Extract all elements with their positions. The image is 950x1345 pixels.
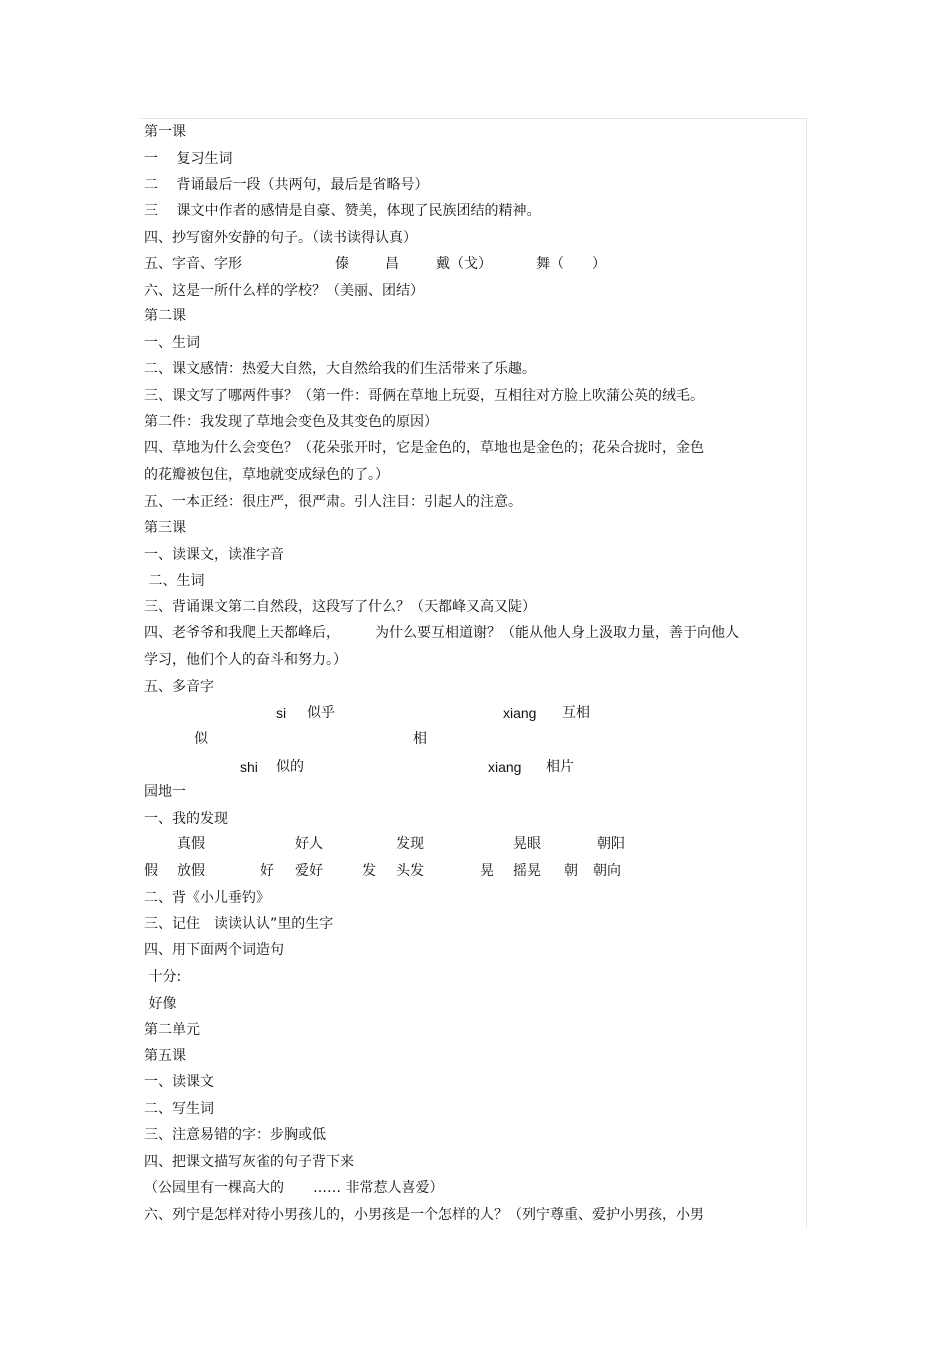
text-line: …… 非常惹人喜爱） [313, 1180, 444, 1196]
faxian-word: 晃眼 [513, 836, 541, 852]
text-line: 四、老爷爷和我爬上天都峰后， [144, 625, 340, 641]
text-line: （公园里有一棵高大的 [144, 1180, 284, 1196]
text-line: 三、注意易错的字：步胸或低 [144, 1127, 326, 1143]
faxian-word: 摇晃 [513, 863, 541, 879]
text-line: 五、一本正经：很庄严，很严肃。引人注目：引起人的注意。 [144, 494, 522, 510]
faxian-char: 朝 [564, 863, 578, 879]
faxian-word: 头发 [396, 863, 424, 879]
text-line: 二、背《小儿垂钓》 [144, 890, 270, 906]
char-xiang: 相 [413, 731, 427, 747]
faxian-word: 真假 [177, 836, 205, 852]
zixing-char: 戴（戈） [436, 256, 492, 272]
text-line: 六、列宁是怎样对待小男孩儿的，小男孩是一个怎样的人？（列宁尊重、爱护小男孩，小男 [144, 1207, 704, 1223]
pinyin-xiang: xiang [503, 705, 537, 721]
text-line: 三、记住 读读认认”里的生字 [144, 916, 334, 932]
lesson-1-heading: 第一课 [144, 124, 186, 140]
faxian-char: 发 [362, 863, 376, 879]
faxian-word: 发现 [396, 836, 424, 852]
pinyin-shi: shi [240, 759, 258, 775]
text-line: 的花瓣被包住，草地就变成绿色的了。） [144, 467, 389, 483]
text-line: 二、课文感情：热爱大自然，大自然给我的们生活带来了乐趣。 [144, 361, 536, 377]
word-huxiang: 互相 [562, 705, 590, 721]
text-line: 四、把课文描写灰雀的句子背下来 [144, 1154, 354, 1170]
text-line: 五、字音、字形 [144, 256, 242, 272]
faxian-word: 朝向 [593, 863, 621, 879]
text-line: 一、生词 [144, 335, 200, 351]
faxian-char: 好 [260, 863, 274, 879]
text-line: 三、背诵课文第二自然段，这段写了什么？（天都峰又高又陡） [144, 599, 536, 615]
pinyin-si: si [276, 705, 287, 721]
text-line: 学习，他们个人的奋斗和努力。） [144, 652, 347, 668]
faxian-word: 朝阳 [597, 836, 625, 852]
faxian-word: 好人 [295, 836, 323, 852]
lesson-2-heading: 第二课 [144, 308, 186, 324]
text-line: 第二件：我发现了草地会变色及其变色的原因） [144, 414, 438, 430]
word-side: 似的 [276, 759, 304, 775]
lesson-3-heading: 第三课 [144, 520, 186, 536]
text-line: 三 课文中作者的感情是自豪、赞美，体现了民族团结的精神。 [144, 203, 541, 219]
text-line: 四、草地为什么会变色？（花朵张开时，它是金色的，草地也是金色的；花朵合拢时，金色 [144, 440, 704, 456]
text-line: 二 背诵最后一段（共两句，最后是省略号） [144, 177, 429, 193]
text-line: 一、读课文 [144, 1074, 214, 1090]
word-sihu: 似乎 [307, 705, 335, 721]
text-line: 四、用下面两个词造句 [144, 942, 284, 958]
faxian-char: 假 [144, 863, 158, 879]
lesson-5-heading: 第五课 [144, 1048, 186, 1064]
text-line: 十分: [144, 969, 182, 985]
faxian-word: 放假 [177, 863, 205, 879]
faxian-char: 晃 [480, 863, 494, 879]
faxian-word: 爱好 [295, 863, 323, 879]
pinyin-xiang: xiang [488, 759, 522, 775]
text-line: 一、我的发现 [144, 811, 228, 827]
word-xiangpian: 相片 [546, 759, 574, 775]
text-line: 六、这是一所什么样的学校？（美丽、团结） [144, 283, 424, 299]
yuandi-1-heading: 园地一 [144, 784, 186, 800]
text-line: 五、多音字 [144, 679, 214, 695]
char-si: 似 [194, 731, 208, 747]
text-line: 好像 [144, 996, 177, 1012]
text-line: 一 复习生词 [144, 151, 233, 167]
text-line: 四、抄写窗外安静的句子。（读书读得认真） [144, 230, 417, 246]
zixing-char: 昌 [385, 256, 399, 272]
unit-2-heading: 第二单元 [144, 1022, 200, 1038]
text-line: 二、写生词 [144, 1101, 214, 1117]
zixing-char: 舞（ ） [536, 256, 606, 272]
text-line: 三、课文写了哪两件事？（第一件：哥俩在草地上玩耍，互相往对方脸上吹蒲公英的绒毛。 [144, 388, 704, 404]
text-line: 一、读课文，读准字音 [144, 547, 284, 563]
zixing-char: 傣 [335, 256, 349, 272]
text-line: 二、生词 [144, 573, 205, 589]
text-line: 为什么要互相道谢？（能从他人身上汲取力量，善于向他人 [375, 625, 739, 641]
